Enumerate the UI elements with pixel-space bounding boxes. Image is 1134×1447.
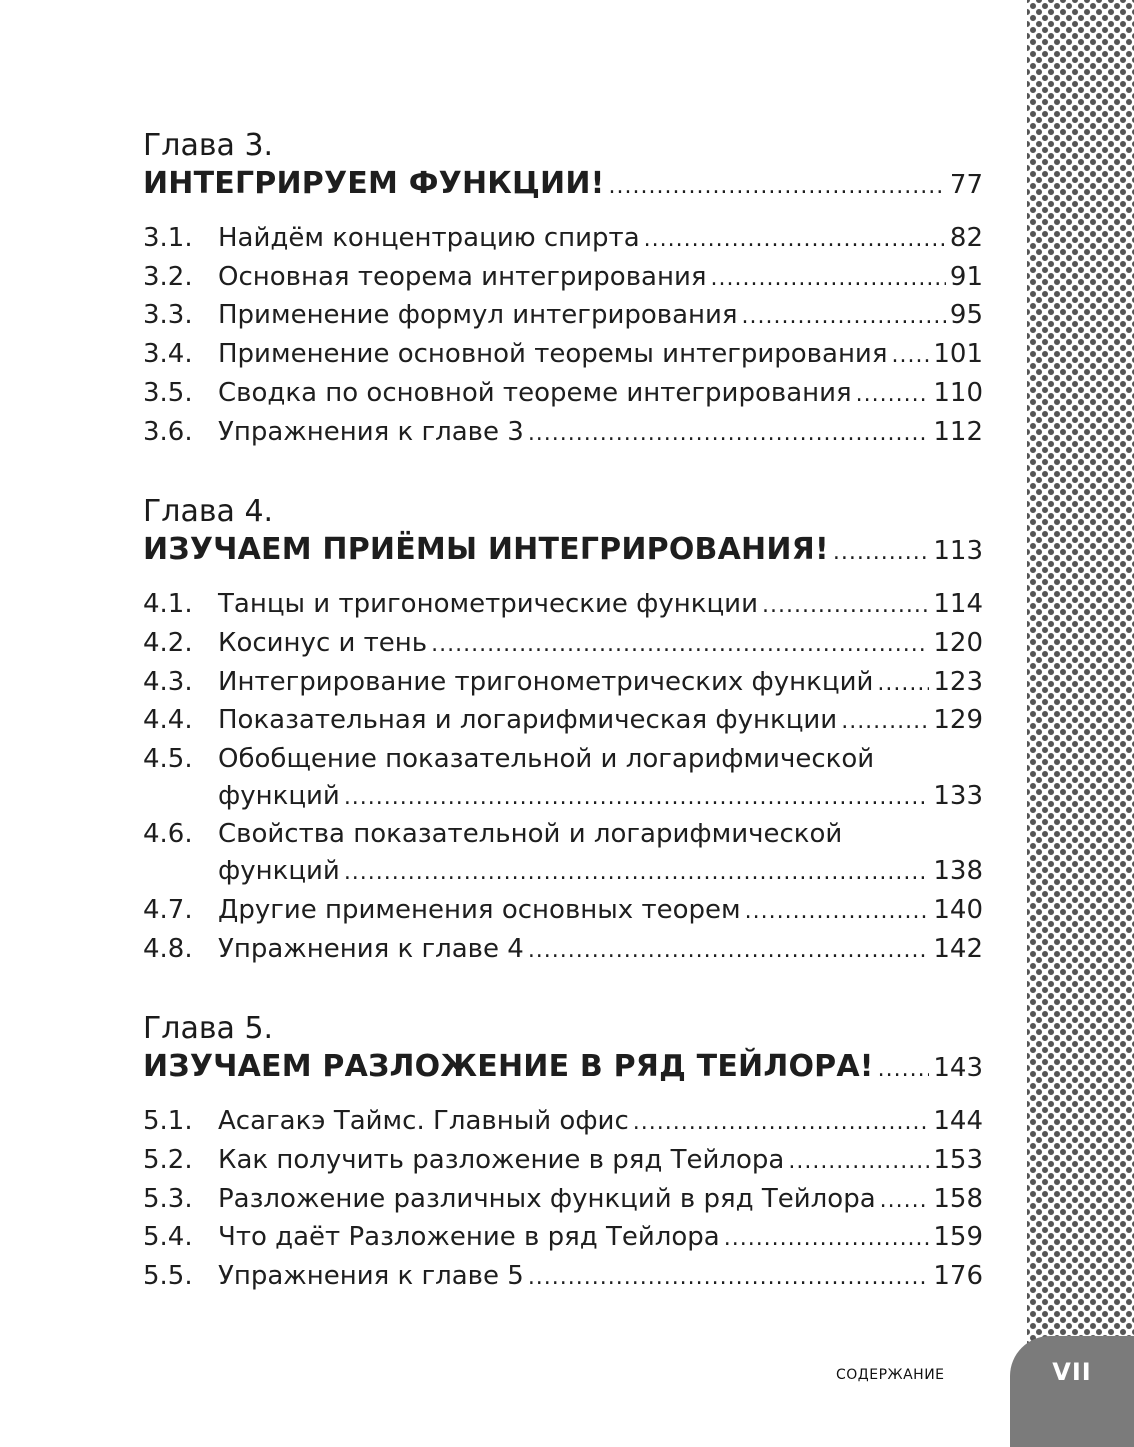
section-title: Упражнения к главе 5 <box>218 1261 524 1292</box>
dot-leader <box>644 222 946 259</box>
chapter-page: 143 <box>933 1053 983 1084</box>
dot-leader <box>891 338 929 375</box>
chapter-4 <box>143 494 983 969</box>
toc-entry[interactable] <box>143 1258 983 1297</box>
section-number: 5.1. <box>143 1106 193 1137</box>
section-page: 110 <box>933 377 983 408</box>
dot-leader <box>528 933 930 970</box>
section-number: 5.2. <box>143 1144 193 1175</box>
section-number: 4.3. <box>143 666 193 697</box>
section-number: 3.3. <box>143 300 193 331</box>
section-page: 133 <box>933 780 983 811</box>
section-number: 3.1. <box>143 223 193 253</box>
dot-leader <box>880 1183 930 1220</box>
section-page: 95 <box>949 300 983 331</box>
toc-entry[interactable] <box>143 816 983 891</box>
section-title: Что даёт Разложение в ряд Тейлора <box>218 1222 720 1253</box>
section-number: 4.7. <box>143 894 193 925</box>
section-number: 4.2. <box>143 627 193 658</box>
section-page: 91 <box>949 261 983 292</box>
toc-entry[interactable] <box>143 375 983 414</box>
section-number: 5.5. <box>143 1261 193 1292</box>
section-page: 120 <box>933 627 983 658</box>
section-page: 82 <box>949 223 983 253</box>
dot-leader <box>711 261 946 298</box>
section-page: 159 <box>933 1222 983 1253</box>
section-list <box>143 586 983 969</box>
chapter-3 <box>143 128 983 452</box>
section-title: Упражнения к главе 3 <box>218 416 524 447</box>
section-title: Асагакэ Таймс. Главный офис <box>218 1106 629 1137</box>
toc-entry[interactable] <box>143 1142 983 1181</box>
dot-leader <box>633 1105 930 1142</box>
section-title: Основная теорема интегрирования <box>218 261 707 292</box>
section-title: Как получить разложение в ряд Тейлора <box>218 1144 785 1175</box>
section-title: Упражнения к главе 4 <box>218 933 524 964</box>
dot-leader <box>788 1144 929 1181</box>
section-title: Танцы и тригонометрические функции <box>218 589 758 620</box>
toc-entry[interactable] <box>143 297 983 336</box>
toc-entry[interactable] <box>143 741 983 816</box>
section-page: 138 <box>933 856 983 887</box>
section-number: 4.8. <box>143 933 193 964</box>
section-title: Найдём концентрацию спирта <box>218 223 640 253</box>
section-list <box>143 1103 983 1297</box>
toc-entry[interactable] <box>143 664 983 703</box>
section-number: 3.6. <box>143 416 193 447</box>
dot-leader <box>762 588 929 625</box>
section-page: 114 <box>933 589 983 620</box>
toc-entry[interactable] <box>143 1181 983 1220</box>
section-page: 112 <box>933 416 983 447</box>
section-title: Обобщение показательной и логарифмической <box>218 744 875 775</box>
section-title: Свойства показательной и логарифмической <box>218 819 843 850</box>
toc-entry[interactable] <box>143 702 983 741</box>
dot-leader <box>431 627 929 664</box>
section-title: Показательная и логарифмическая функции <box>218 705 838 736</box>
section-number: 3.2. <box>143 261 193 292</box>
toc-entry[interactable] <box>143 625 983 664</box>
dot-leader <box>745 894 930 931</box>
section-title-continued: функций <box>218 780 340 811</box>
toc-entry[interactable] <box>143 1103 983 1142</box>
dotted-side-border <box>1027 0 1134 1447</box>
section-list <box>143 220 983 452</box>
dot-leader <box>742 299 946 336</box>
toc-entry[interactable] <box>143 586 983 625</box>
toc-entry[interactable] <box>143 892 983 931</box>
chapter-5 <box>143 1011 983 1297</box>
dot-leader <box>856 377 930 414</box>
chapter-title: ИНТЕГРИРУЕМ ФУНКЦИИ! <box>143 166 605 201</box>
toc-entry[interactable] <box>143 336 983 375</box>
page-number-tab <box>1010 1336 1134 1447</box>
section-page: 142 <box>933 933 983 964</box>
running-footer-label: СОДЕРЖАНИЕ <box>836 1367 945 1383</box>
section-title-continued: функций <box>218 856 340 887</box>
dot-leader <box>833 540 930 565</box>
table-of-contents <box>143 128 983 1339</box>
section-page: 144 <box>933 1106 983 1137</box>
section-number: 3.4. <box>143 339 193 370</box>
section-number: 4.4. <box>143 705 193 736</box>
section-page: 140 <box>933 894 983 925</box>
toc-entry[interactable] <box>143 1219 983 1258</box>
chapter-page: 113 <box>933 536 983 567</box>
section-number: 5.3. <box>143 1183 193 1214</box>
section-title: Применение основной теоремы интегрирования <box>218 339 888 370</box>
section-page: 129 <box>933 705 983 736</box>
chapter-title-row[interactable] <box>143 532 983 572</box>
dot-leader <box>724 1221 930 1258</box>
section-number: 4.5. <box>143 744 193 775</box>
section-page: 158 <box>933 1183 983 1214</box>
chapter-title: ИЗУЧАЕМ ПРИЁМЫ ИНТЕГРИРОВАНИЯ! <box>143 532 829 568</box>
dot-leader <box>344 855 930 892</box>
section-page: 101 <box>933 339 983 370</box>
dot-leader <box>528 416 930 453</box>
chapter-page: 77 <box>949 170 983 200</box>
section-title: Сводка по основной теореме интегрирования <box>218 377 852 408</box>
section-page: 153 <box>933 1144 983 1175</box>
chapter-title-row[interactable] <box>143 166 983 206</box>
section-number: 5.4. <box>143 1222 193 1253</box>
chapter-title: ИЗУЧАЕМ РАЗЛОЖЕНИЕ В РЯД ТЕЙЛОРА! <box>143 1049 874 1085</box>
page-number: VII <box>1052 1358 1092 1386</box>
section-title: Разложение различных функций в ряд Тейлора <box>218 1183 876 1214</box>
toc-entry[interactable] <box>143 259 983 298</box>
section-number: 4.1. <box>143 589 193 620</box>
dot-leader <box>344 780 930 817</box>
section-title: Косинус и тень <box>218 627 428 658</box>
dot-leader <box>878 1057 930 1082</box>
toc-entry[interactable] <box>143 931 983 970</box>
chapter-label: Глава 3. <box>143 128 274 163</box>
section-page: 123 <box>933 666 983 697</box>
section-title: Интегрирование тригонометрических функций <box>218 666 874 697</box>
chapter-label: Глава 4. <box>143 494 274 530</box>
toc-entry[interactable] <box>143 220 983 259</box>
dot-leader <box>877 666 929 703</box>
dot-leader <box>841 704 929 741</box>
chapter-title-row[interactable] <box>143 1049 983 1089</box>
section-number: 3.5. <box>143 377 193 408</box>
toc-entry[interactable] <box>143 414 983 453</box>
chapter-label: Глава 5. <box>143 1011 274 1047</box>
section-page: 176 <box>933 1261 983 1292</box>
dot-leader <box>609 174 946 199</box>
section-title: Другие применения основных теорем <box>218 894 741 925</box>
dot-leader <box>528 1260 930 1297</box>
section-number: 4.6. <box>143 819 193 850</box>
section-title: Применение формул интегрирования <box>218 300 738 331</box>
